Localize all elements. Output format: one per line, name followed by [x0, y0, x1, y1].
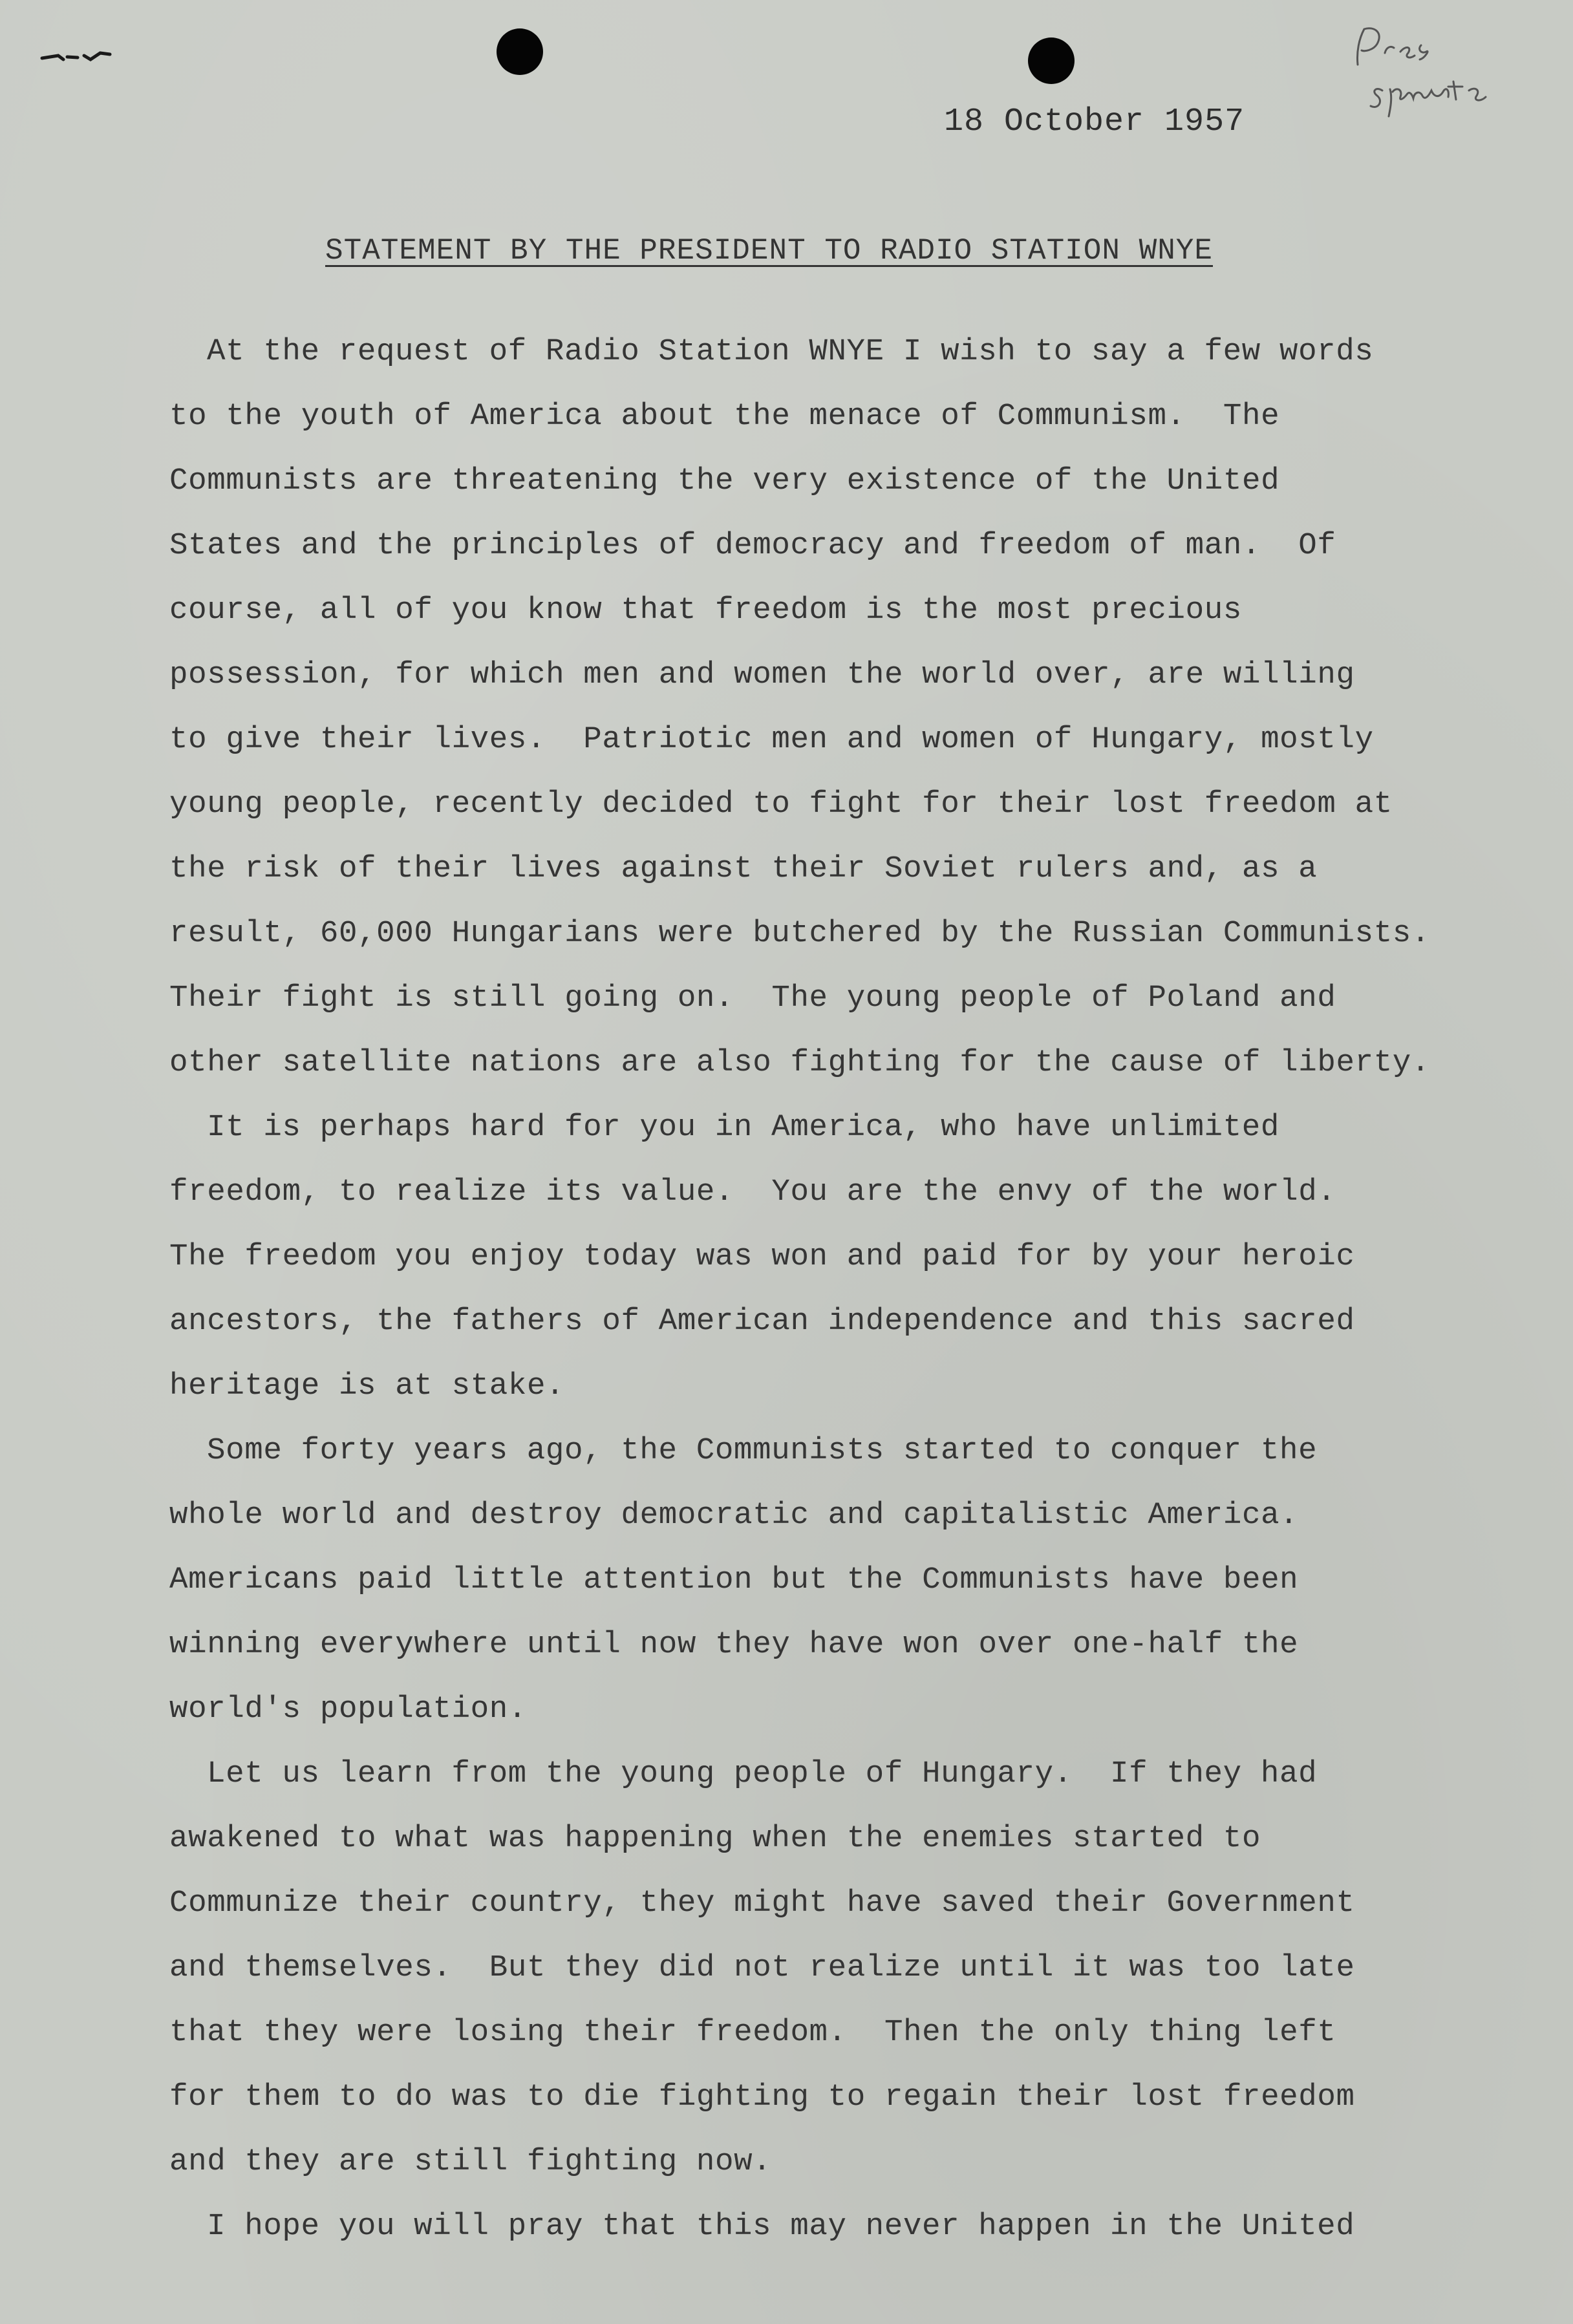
body-line: Americans paid little attention but the Communists have been: [169, 1562, 1299, 1597]
body-line: At the request of Radio Station WNYE I wish to say a few words: [207, 334, 1374, 369]
corner-ink-mark: [39, 47, 123, 66]
body-line: that they were losing their freedom. Then the only thing left: [169, 2015, 1336, 2050]
body-line: course, all of you know that freedom is the most precious: [169, 593, 1242, 628]
body-line: and they are still fighting now.: [169, 2144, 772, 2179]
document-date: 18 October 1957: [944, 103, 1245, 140]
body-line: Let us learn from the young people of Hungary. If they had: [207, 1756, 1318, 1791]
body-line: whole world and destroy democratic and capitalistic America.: [169, 1498, 1299, 1533]
body-line: the risk of their lives against their Soviet rulers and, as a: [169, 851, 1318, 886]
body-line: other satellite nations are also fighting for the cause of liberty.: [169, 1045, 1431, 1080]
body-line: Communize their country, they might have saved their Government: [169, 1886, 1355, 1921]
body-line: and themselves. But they did not realize until it was too late: [169, 1950, 1355, 1985]
body-line: I hope you will pray that this may never happen in the United: [207, 2209, 1355, 2244]
body-line: world's population.: [169, 1692, 527, 1727]
body-line: possession, for which men and women the world over, are willing: [169, 657, 1355, 692]
body-line: States and the principles of democracy and freedom of man. Of: [169, 528, 1336, 563]
body-line: result, 60,000 Hungarians were butchered by the Russian Communists.: [169, 916, 1431, 951]
body-line: The freedom you enjoy today was won and paid for by your heroic: [169, 1239, 1355, 1274]
body-line: Communists are threatening the very existence of the United: [169, 464, 1280, 498]
body-line: winning everywhere until now they have won over one-half the: [169, 1627, 1299, 1662]
body-line: to give their lives. Patriotic men and women of Hungary, mostly: [169, 722, 1374, 757]
body-line: for them to do was to die fighting to regain their lost freedom: [169, 2080, 1355, 2115]
body-line: It is perhaps hard for you in America, who have unlimited: [207, 1110, 1279, 1145]
punch-hole-right: [1028, 37, 1075, 84]
body-line: heritage is at stake.: [169, 1369, 565, 1403]
body-line: Some forty years ago, the Communists started to conquer the: [207, 1433, 1318, 1468]
body-line: freedom, to realize its value. You are the envy of the world.: [169, 1175, 1336, 1210]
body-line: to the youth of America about the menace of Communism. The: [169, 399, 1280, 434]
body-line: Their fight is still going on. The young people of Poland and: [169, 981, 1336, 1016]
handwritten-note: [1345, 19, 1539, 129]
body-line: awakened to what was happening when the enemies started to: [169, 1821, 1261, 1856]
punch-hole-left: [497, 28, 543, 75]
body-line: young people, recently decided to fight for their lost freedom at: [169, 787, 1393, 822]
document-title: STATEMENT BY THE PRESIDENT TO RADIO STATION WNYE: [325, 234, 1214, 268]
body-line: ancestors, the fathers of American independence and this sacred: [169, 1304, 1355, 1339]
